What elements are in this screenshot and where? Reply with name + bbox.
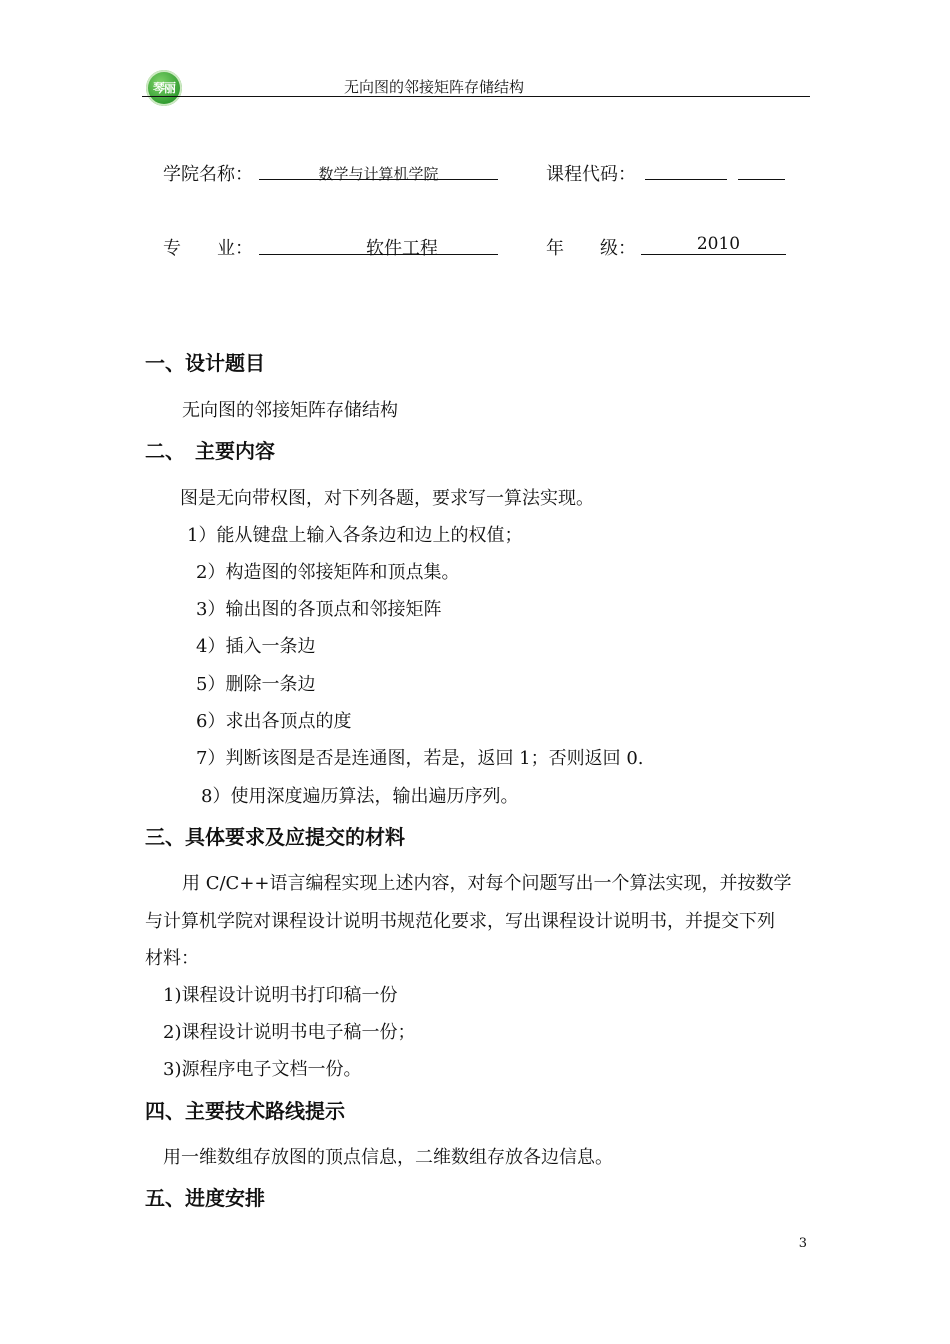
- section-heading-2: 二、 主要内容: [145, 439, 275, 463]
- section-heading-5: 五、进度安排: [145, 1186, 265, 1210]
- grade-underline: [641, 254, 786, 255]
- list-item: 1）能从键盘上输入各条边和边上的权值；: [187, 525, 523, 546]
- major-label: 专 业：: [163, 238, 253, 259]
- paragraph-line: 用 C/C++语言编程实现上述内容，对每个问题写出一个算法实现，并按数学: [182, 873, 792, 894]
- grade-value: 2010: [696, 234, 741, 254]
- list-item: 8）使用深度遍历算法，输出遍历序列。: [201, 786, 519, 807]
- list-item: 5）删除一条边: [196, 674, 316, 695]
- page-number: 3: [798, 1236, 807, 1251]
- list-item: 3)源程序电子文档一份。: [163, 1059, 362, 1080]
- grade-label: 年 级：: [546, 238, 636, 259]
- header-title: 无向图的邻接矩阵存储结构: [344, 78, 525, 96]
- list-item: 4）插入一条边: [196, 636, 316, 657]
- paragraph-line: 材料：: [145, 948, 199, 969]
- major-value: 软件工程: [366, 238, 438, 259]
- list-item: 3）输出图的各顶点和邻接矩阵: [196, 599, 442, 620]
- section-heading-1: 一、设计题目: [145, 351, 265, 375]
- college-value: 数学与计算机学院: [318, 165, 439, 183]
- list-item: 2)课程设计说明书电子稿一份；: [163, 1022, 416, 1043]
- section-1-body: 无向图的邻接矩阵存储结构: [182, 400, 398, 421]
- paragraph-line: 与计算机学院对课程设计说明书规范化要求，写出课程设计说明书，并提交下列: [145, 911, 775, 932]
- list-item: 7）判断该图是否是连通图，若是，返回 1；否则返回 0.: [196, 748, 644, 769]
- list-item: 2）构造图的邻接矩阵和顶点集。: [196, 562, 460, 583]
- header-rule: [142, 96, 810, 97]
- section-4-body: 用一维数组存放图的顶点信息，二维数组存放各边信息。: [163, 1147, 613, 1168]
- college-label: 学院名称：: [163, 164, 253, 185]
- course-code-underline-2: [738, 179, 785, 180]
- section-heading-4: 四、主要技术路线提示: [145, 1099, 345, 1123]
- list-item: 6）求出各顶点的度: [196, 711, 352, 732]
- section-heading-3: 三、具体要求及应提交的材料: [145, 825, 405, 849]
- list-item: 1)课程设计说明书打印稿一份: [163, 985, 398, 1006]
- course-code-value: _: [651, 162, 659, 180]
- section-2-intro: 图是无向带权图，对下列各题，要求写一算法实现。: [180, 488, 594, 509]
- logo-icon: 琴丽: [146, 70, 182, 106]
- course-code-label: 课程代码：: [546, 164, 636, 185]
